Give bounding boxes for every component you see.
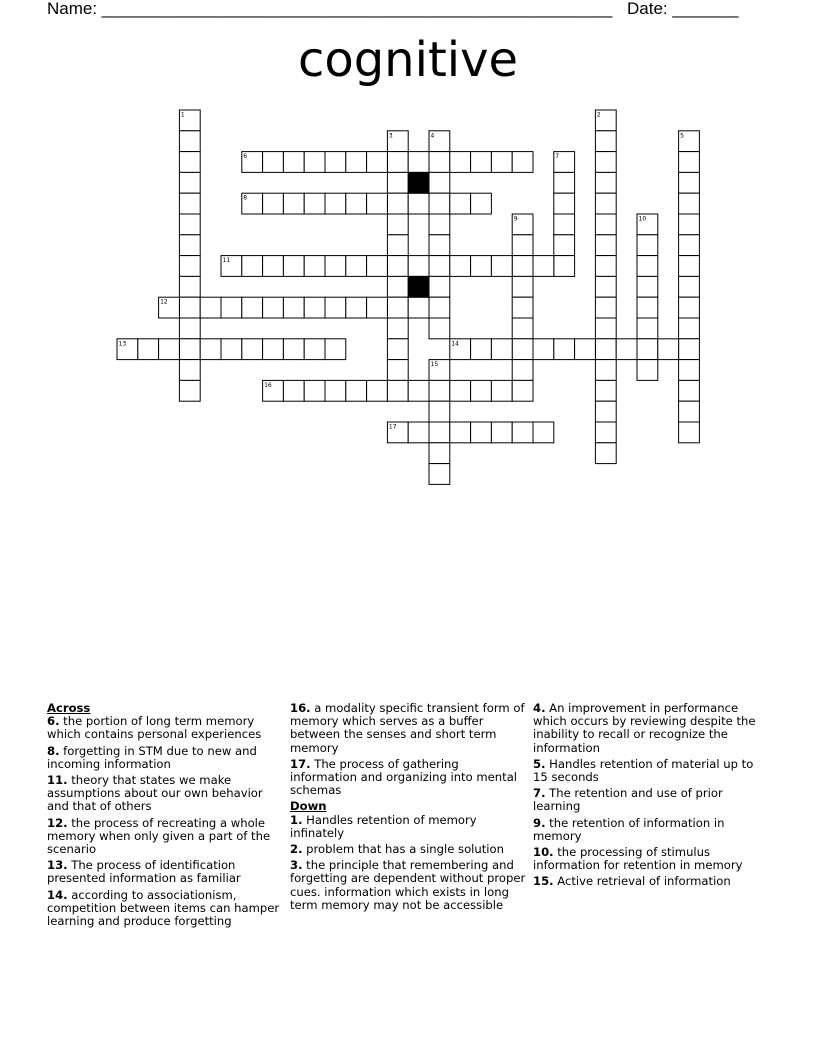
grid-cell[interactable] [637, 235, 658, 256]
clue-text: the process of recreating a whole memory when only given a part of the scenario [47, 815, 271, 857]
grid-cell[interactable] [679, 339, 700, 360]
grid-cell[interactable] [325, 297, 346, 318]
grid-cell[interactable] [429, 172, 450, 193]
grid-cell[interactable] [325, 193, 346, 214]
grid-cell[interactable] [679, 235, 700, 256]
grid-cell[interactable] [429, 318, 450, 339]
grid-cell[interactable] [679, 256, 700, 277]
clue-text: the principle that remembering and forgetting are dependent without proper cues. information which exists in long term memory may not be accessible [290, 858, 526, 912]
grid-cell[interactable] [263, 297, 284, 318]
grid-cell[interactable] [367, 193, 388, 214]
grid-cell[interactable] [471, 256, 492, 277]
clue-text: An improvement in performance which occurs by reviewing despite the inability to recall or recognize the information [533, 701, 756, 755]
grid-cell[interactable] [637, 297, 658, 318]
grid-cell[interactable] [408, 193, 429, 214]
grid-cell[interactable] [179, 193, 200, 214]
grid-cell[interactable] [595, 360, 616, 381]
clue-number: 14. [47, 887, 68, 902]
grid-cell[interactable] [304, 152, 325, 173]
grid-cell[interactable] [346, 193, 367, 214]
clue-across-11 [47, 774, 283, 814]
grid-cell[interactable] [554, 193, 575, 214]
clue-across-12 [47, 817, 283, 857]
grid-cell[interactable] [595, 256, 616, 277]
grid-cell[interactable] [408, 297, 429, 318]
grid-cell[interactable] [283, 256, 304, 277]
grid-cell[interactable] [533, 339, 554, 360]
grid-cell[interactable] [554, 235, 575, 256]
grid-cell[interactable] [242, 297, 263, 318]
grid-cell[interactable] [263, 339, 284, 360]
clue-number: 8. [47, 743, 60, 758]
clue-text: the retention of information in memory [533, 815, 725, 843]
grid-cell[interactable] [595, 422, 616, 443]
clue-number: 10. [533, 845, 554, 860]
grid-cell[interactable] [512, 360, 533, 381]
grid-cell[interactable] [637, 256, 658, 277]
grid-cell[interactable] [387, 172, 408, 193]
grid-cell[interactable] [429, 422, 450, 443]
clue-text: The retention and use of prior learning [533, 786, 723, 814]
down-heading: Down [290, 799, 327, 814]
grid-cell[interactable] [179, 360, 200, 381]
clue-down-10 [533, 846, 769, 872]
clue-down-9 [533, 817, 769, 843]
clue-text: Active retrieval of information [557, 874, 731, 889]
grid-cell[interactable] [637, 360, 658, 381]
grid-cell[interactable] [429, 276, 450, 297]
grid-cell[interactable] [512, 318, 533, 339]
grid-cell[interactable] [200, 297, 221, 318]
grid-cell[interactable] [450, 152, 471, 173]
cell-number: 14 [451, 340, 459, 348]
grid-cell[interactable] [512, 297, 533, 318]
grid-cell[interactable] [179, 172, 200, 193]
clues-column-3 [533, 702, 769, 892]
grid-cell[interactable] [679, 360, 700, 381]
grid-cell[interactable] [263, 256, 284, 277]
grid-cell[interactable] [429, 380, 450, 401]
cell-number: 17 [388, 423, 397, 431]
cell-number: 2 [596, 111, 601, 119]
grid-cell[interactable] [325, 152, 346, 173]
grid-cell[interactable] [533, 256, 554, 277]
clue-number: 6. [47, 714, 60, 729]
grid-cell[interactable] [304, 380, 325, 401]
grid-cell[interactable] [429, 256, 450, 277]
clue-text: Handles retention of memory infinately [290, 812, 477, 840]
grid-cell[interactable] [658, 339, 679, 360]
grid-cell[interactable] [429, 152, 450, 173]
grid-cell[interactable] [471, 339, 492, 360]
grid-cell[interactable] [679, 380, 700, 401]
grid-cell[interactable] [179, 318, 200, 339]
clue-down-15 [533, 875, 769, 888]
clue-down-2 [290, 843, 526, 856]
grid-cell[interactable] [512, 276, 533, 297]
grid-cell[interactable] [221, 339, 242, 360]
clue-across-16 [290, 702, 526, 755]
clue-number: 12. [47, 815, 68, 830]
grid-cell[interactable] [325, 256, 346, 277]
clue-number: 16. [290, 701, 311, 715]
grid-cell[interactable] [387, 297, 408, 318]
clue-down-1 [290, 814, 526, 840]
grid-cell[interactable] [554, 172, 575, 193]
grid-cell[interactable] [179, 297, 200, 318]
cell-number: 4 [430, 132, 435, 140]
date-field-label: Date: _______ [627, 0, 739, 18]
grid-cell[interactable] [159, 339, 180, 360]
grid-cell[interactable] [283, 297, 304, 318]
grid-cell[interactable] [450, 256, 471, 277]
grid-cell[interactable] [304, 297, 325, 318]
clue-number: 7. [533, 786, 546, 801]
grid-cell[interactable] [387, 152, 408, 173]
black-cell [408, 276, 429, 297]
grid-cell[interactable] [179, 276, 200, 297]
grid-cell[interactable] [346, 152, 367, 173]
clue-text: a modality specific transient form of memory which serves as a buffer between the senses and short term memory [290, 701, 525, 755]
grid-cell[interactable] [304, 256, 325, 277]
cell-number: 16 [264, 381, 272, 389]
grid-cell[interactable] [450, 380, 471, 401]
clue-across-13 [47, 859, 283, 885]
grid-cell[interactable] [179, 214, 200, 235]
grid-cell[interactable] [595, 193, 616, 214]
grid-cell[interactable] [387, 380, 408, 401]
grid-cell[interactable] [512, 235, 533, 256]
clue-down-4 [533, 702, 769, 755]
grid-cell[interactable] [429, 464, 450, 485]
grid-cell[interactable] [595, 172, 616, 193]
grid-cell[interactable] [512, 152, 533, 173]
grid-cell[interactable] [679, 422, 700, 443]
grid-cell[interactable] [387, 235, 408, 256]
clue-down-5 [533, 758, 769, 784]
clue-number: 5. [533, 756, 546, 771]
grid-cell[interactable] [637, 339, 658, 360]
grid-cell[interactable] [179, 256, 200, 277]
clue-number: 17. [290, 756, 311, 771]
grid-cell[interactable] [304, 193, 325, 214]
clue-across-6 [47, 715, 283, 741]
grid-cell[interactable] [575, 339, 596, 360]
grid-cell[interactable] [346, 380, 367, 401]
cell-number: 9 [513, 215, 518, 223]
grid-cell[interactable] [533, 422, 554, 443]
cell-number: 11 [222, 257, 231, 265]
grid-cell[interactable] [387, 256, 408, 277]
grid-cell[interactable] [283, 380, 304, 401]
grid-cell[interactable] [242, 256, 263, 277]
grid-cell[interactable] [595, 401, 616, 422]
grid-cell[interactable] [679, 193, 700, 214]
grid-cell[interactable] [471, 380, 492, 401]
cell-number: 10 [638, 215, 647, 223]
grid-cell[interactable] [595, 443, 616, 464]
grid-cell[interactable] [491, 422, 512, 443]
grid-cell[interactable] [138, 339, 159, 360]
grid-cell[interactable] [491, 380, 512, 401]
grid-cell[interactable] [429, 297, 450, 318]
grid-cell[interactable] [512, 339, 533, 360]
clue-number: 1. [290, 812, 303, 827]
grid-cell[interactable] [387, 276, 408, 297]
grid-cell[interactable] [679, 152, 700, 173]
clue-text: The process of gathering information and organizing into mental schemas [290, 756, 518, 798]
grid-cell[interactable] [367, 297, 388, 318]
grid-cell[interactable] [595, 276, 616, 297]
cell-number: 7 [555, 153, 560, 161]
grid-cell[interactable] [471, 152, 492, 173]
grid-cell[interactable] [200, 339, 221, 360]
grid-cell[interactable] [450, 422, 471, 443]
clue-text: theory that states we make assumptions about our own behavior and that of others [47, 773, 263, 814]
grid-cell[interactable] [263, 152, 284, 173]
grid-cell[interactable] [595, 131, 616, 152]
grid-cell[interactable] [679, 401, 700, 422]
cell-number: 1 [180, 111, 185, 119]
cell-number: 5 [680, 132, 684, 140]
grid-cell[interactable] [221, 297, 242, 318]
grid-cell[interactable] [408, 422, 429, 443]
cell-number: 12 [160, 298, 168, 306]
clue-number: 11. [47, 773, 68, 788]
grid-cell[interactable] [179, 235, 200, 256]
grid-cell[interactable] [595, 297, 616, 318]
grid-cell[interactable] [637, 318, 658, 339]
grid-cell[interactable] [179, 339, 200, 360]
grid-cell[interactable] [325, 380, 346, 401]
grid-cell[interactable] [554, 214, 575, 235]
grid-cell[interactable] [304, 339, 325, 360]
grid-cell[interactable] [512, 380, 533, 401]
grid-cell[interactable] [679, 276, 700, 297]
grid-cell[interactable] [408, 256, 429, 277]
grid-cell[interactable] [387, 339, 408, 360]
clue-number: 3. [290, 858, 303, 873]
grid-cell[interactable] [387, 318, 408, 339]
cell-number: 6 [243, 153, 248, 161]
cell-number: 3 [388, 132, 393, 140]
grid-cell[interactable] [595, 152, 616, 173]
puzzle-title: cognitive [297, 32, 519, 88]
clue-down-7 [533, 787, 769, 813]
clue-down-3 [290, 859, 526, 912]
grid-cell[interactable] [637, 276, 658, 297]
black-cell [408, 172, 429, 193]
cell-number: 13 [118, 340, 127, 348]
grid-cell[interactable] [554, 339, 575, 360]
clue-across-17 [290, 758, 526, 798]
grid-cell[interactable] [283, 193, 304, 214]
grid-cell[interactable] [283, 339, 304, 360]
grid-cell[interactable] [387, 360, 408, 381]
cell-number: 15 [430, 361, 439, 369]
grid-cell[interactable] [387, 214, 408, 235]
grid-cell[interactable] [408, 152, 429, 173]
grid-cell[interactable] [179, 131, 200, 152]
grid-cell[interactable] [471, 193, 492, 214]
clues-column-2 [290, 702, 526, 915]
grid-cell[interactable] [512, 256, 533, 277]
across-heading: Across [47, 701, 91, 715]
clue-text: the processing of stimulus information for retention in memory [533, 845, 743, 873]
grid-cell[interactable] [367, 152, 388, 173]
grid-cell[interactable] [595, 318, 616, 339]
clue-across-14 [47, 889, 283, 929]
clues-column-1 [47, 702, 283, 931]
grid-cell[interactable] [491, 152, 512, 173]
cell-number: 8 [243, 194, 248, 202]
grid-cell[interactable] [679, 214, 700, 235]
clue-text: the portion of long term memory which contains personal experiences [47, 714, 262, 742]
grid-cell[interactable] [429, 193, 450, 214]
grid-cell[interactable] [554, 256, 575, 277]
grid-cell[interactable] [242, 339, 263, 360]
grid-cell[interactable] [179, 152, 200, 173]
grid-cell[interactable] [595, 235, 616, 256]
grid-cell[interactable] [450, 193, 471, 214]
grid-cell[interactable] [367, 380, 388, 401]
clue-number: 15. [533, 874, 554, 889]
grid-cell[interactable] [263, 193, 284, 214]
grid-cell[interactable] [179, 380, 200, 401]
grid-cell[interactable] [512, 422, 533, 443]
grid-cell[interactable] [616, 339, 637, 360]
grid-cell[interactable] [429, 443, 450, 464]
grid-cell[interactable] [491, 339, 512, 360]
grid-cell[interactable] [429, 214, 450, 235]
grid-cell[interactable] [387, 193, 408, 214]
grid-cell[interactable] [595, 339, 616, 360]
grid-cell[interactable] [679, 172, 700, 193]
grid-cell[interactable] [595, 380, 616, 401]
clue-text: forgetting in STM due to new and incoming information [47, 743, 257, 771]
grid-cell[interactable] [595, 214, 616, 235]
clue-number: 2. [290, 842, 303, 857]
grid-cell[interactable] [429, 235, 450, 256]
name-field-label: Name: ______________________________________________________ [47, 0, 613, 18]
grid-cell[interactable] [471, 422, 492, 443]
clue-text: problem that has a single solution [306, 842, 504, 857]
grid-cell[interactable] [325, 339, 346, 360]
grid-cell[interactable] [346, 256, 367, 277]
grid-cell[interactable] [346, 297, 367, 318]
grid-cell[interactable] [679, 297, 700, 318]
clue-number: 13. [47, 858, 68, 873]
grid-cell[interactable] [367, 256, 388, 277]
grid-cell[interactable] [429, 401, 450, 422]
grid-cell[interactable] [408, 380, 429, 401]
clue-text: The process of identification presented information as familiar [47, 858, 241, 886]
clue-number: 4. [533, 701, 546, 715]
grid-cell[interactable] [679, 318, 700, 339]
grid-cell[interactable] [283, 152, 304, 173]
clue-number: 9. [533, 815, 546, 830]
clue-text: according to associationism, competition between items can hamper learning and produce forgetting [47, 887, 280, 929]
clue-across-8 [47, 745, 283, 771]
grid-cell[interactable] [491, 256, 512, 277]
clue-text: Handles retention of material up to 15 seconds [533, 756, 754, 785]
